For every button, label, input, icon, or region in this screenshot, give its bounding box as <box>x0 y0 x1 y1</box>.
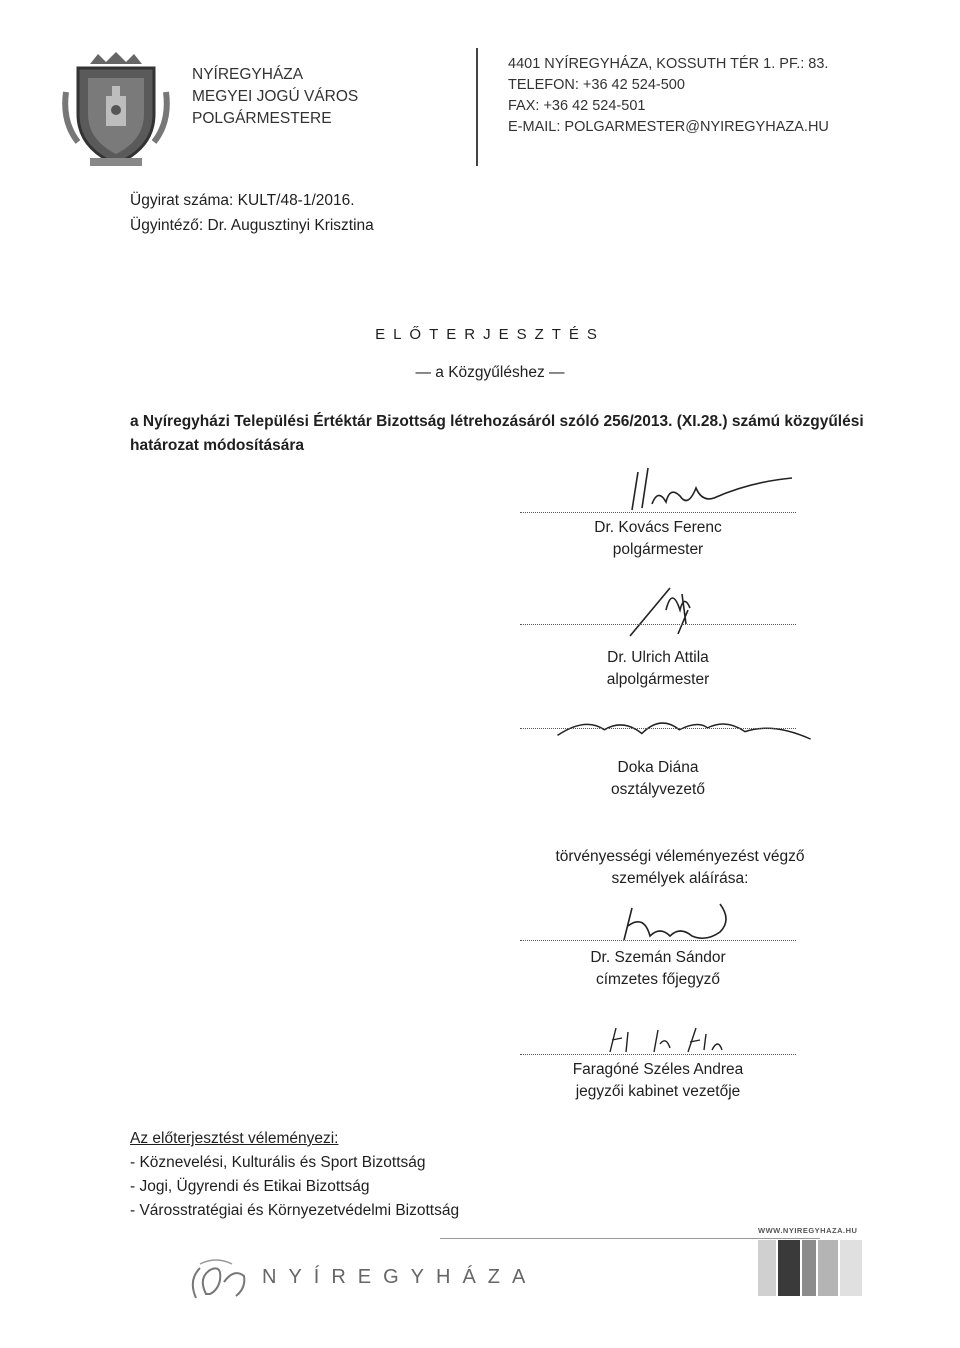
footer-decor-bars <box>758 1240 862 1296</box>
office-line: MEGYEI JOGÚ VÁROS <box>192 88 359 105</box>
city-logo-icon <box>186 1258 248 1300</box>
signature-block-mayor <box>520 512 796 561</box>
signatory-role: jegyzői kabinet vezetője <box>575 1083 741 1100</box>
signatory-role: osztályvezető <box>611 781 705 798</box>
city-crest-icon <box>60 52 172 170</box>
contact-fax: FAX: +36 42 524-501 <box>508 98 646 114</box>
office-line: POLGÁRMESTERE <box>192 110 332 127</box>
signature-line <box>520 512 796 513</box>
document-subject: a Nyíregyházi Települési Értéktár Bizottság létrehozásáról szóló 256/2013. (XI.28.) számú közgyűlési határozat módosítására <box>130 413 864 454</box>
reviewers-title: Az előterjesztést véleményezi: <box>130 1130 339 1147</box>
footer-website: WWW.NYIREGYHAZA.HU <box>758 1226 858 1235</box>
contact-phone: TELEFON: +36 42 524-500 <box>508 77 685 93</box>
office-line: NYÍREGYHÁZA <box>192 66 304 83</box>
reviewer-item: - Köznevelési, Kulturális és Sport Bizottság <box>130 1154 426 1171</box>
signatory-name: Doka Diána <box>617 759 699 776</box>
footer-brand: NYÍREGYHÁZA <box>262 1266 538 1288</box>
signature-line <box>520 624 796 625</box>
signature-line <box>520 1054 796 1055</box>
signatory-name: Dr. Szemán Sándor <box>590 949 726 966</box>
contact-block <box>508 54 829 138</box>
case-handler: Ügyintéző: Dr. Augusztinyi Krisztina <box>130 217 374 234</box>
signatory-name: Faragóné Széles Andrea <box>572 1061 744 1078</box>
signature-block-cabinet-head <box>520 1054 796 1103</box>
signatory-role: alpolgármester <box>606 671 710 688</box>
document-title: ELŐTERJESZTÉS <box>375 326 605 343</box>
reviewers-section <box>130 1127 459 1223</box>
signature-line <box>520 940 796 941</box>
reviewer-item: - Jogi, Ügyrendi és Etikai Bizottság <box>130 1178 370 1195</box>
signature-block-deputy-mayor <box>520 624 796 691</box>
document-subtitle: — a Közgyűléshez — <box>415 364 565 381</box>
signature-block-chief-notary <box>520 940 796 991</box>
case-refs <box>130 188 374 238</box>
contact-email: E-MAIL: POLGARMESTER@NYIREGYHAZA.HU <box>508 119 829 135</box>
case-number: Ügyirat száma: KULT/48-1/2016. <box>130 192 355 209</box>
contact-address: 4401 NYÍREGYHÁZA, KOSSUTH TÉR 1. PF.: 83. <box>508 56 829 72</box>
reviewer-item: - Városstratégiai és Környezetvédelmi Bizottság <box>130 1202 460 1219</box>
signature-line <box>520 728 796 729</box>
office-name <box>192 64 358 130</box>
footer-rule <box>440 1238 820 1239</box>
signatory-role: polgármester <box>612 541 704 558</box>
signatory-name: Dr. Kovács Ferenc <box>594 519 722 536</box>
handwritten-signature-5 <box>520 1022 820 1056</box>
signatory-role: címzetes főjegyző <box>595 971 721 988</box>
handwritten-signature-1 <box>520 458 820 518</box>
legal-review-label: törvényességi véleményezést végző személyek aláírása: <box>555 848 805 887</box>
signatory-name: Dr. Ulrich Attila <box>607 649 709 666</box>
header-divider <box>476 48 478 166</box>
signature-block-department-head <box>520 728 796 801</box>
